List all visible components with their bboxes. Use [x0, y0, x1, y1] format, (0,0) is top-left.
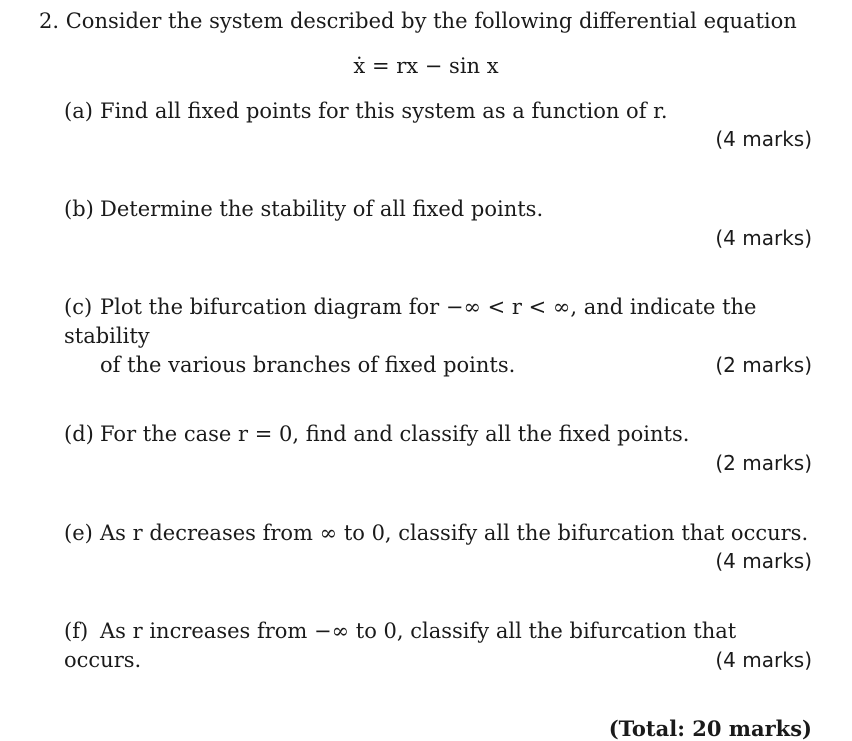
- part-b: [64, 195, 819, 224]
- part-a: [64, 97, 819, 126]
- part-label: (f): [64, 619, 89, 643]
- part-b-marks: (4 marks): [715, 226, 812, 250]
- differential-equation: ẋ = rx − sin x: [353, 54, 499, 78]
- part-c: [64, 293, 819, 380]
- part-text-line2: of the various branches of fixed points.: [100, 353, 516, 377]
- part-label: (e): [64, 521, 93, 545]
- question-heading: [39, 9, 797, 33]
- part-text: As r decreases from ∞ to 0, classify all the bifurcation that occurs.: [100, 521, 809, 545]
- part-label: (c): [64, 295, 93, 319]
- part-c-marks: (2 marks): [715, 353, 812, 377]
- part-f: [64, 617, 819, 675]
- part-label: (b): [64, 197, 94, 221]
- part-d: [64, 420, 819, 449]
- question-number: 2.: [39, 9, 60, 33]
- part-text: For the case r = 0, find and classify all the fixed points.: [100, 422, 690, 446]
- part-e: [64, 519, 819, 548]
- question-intro: Consider the system described by the following differential equation: [65, 9, 797, 33]
- part-text-line1: Plot the bifurcation diagram for −∞ < r < ∞, and indicate the stability: [64, 295, 757, 348]
- part-text: Find all fixed points for this system as a function of r.: [100, 99, 668, 123]
- part-text: Determine the stability of all fixed points.: [100, 197, 544, 221]
- part-text: As r increases from −∞ to 0, classify all the bifurcation that occurs.: [64, 619, 737, 672]
- part-label: (a): [64, 99, 93, 123]
- part-label: (d): [64, 422, 94, 446]
- total-marks: (Total: 20 marks): [608, 716, 812, 741]
- part-a-marks: (4 marks): [715, 127, 812, 151]
- part-d-marks: (2 marks): [715, 451, 812, 475]
- part-e-marks: (4 marks): [715, 549, 812, 573]
- part-f-marks: (4 marks): [715, 648, 812, 672]
